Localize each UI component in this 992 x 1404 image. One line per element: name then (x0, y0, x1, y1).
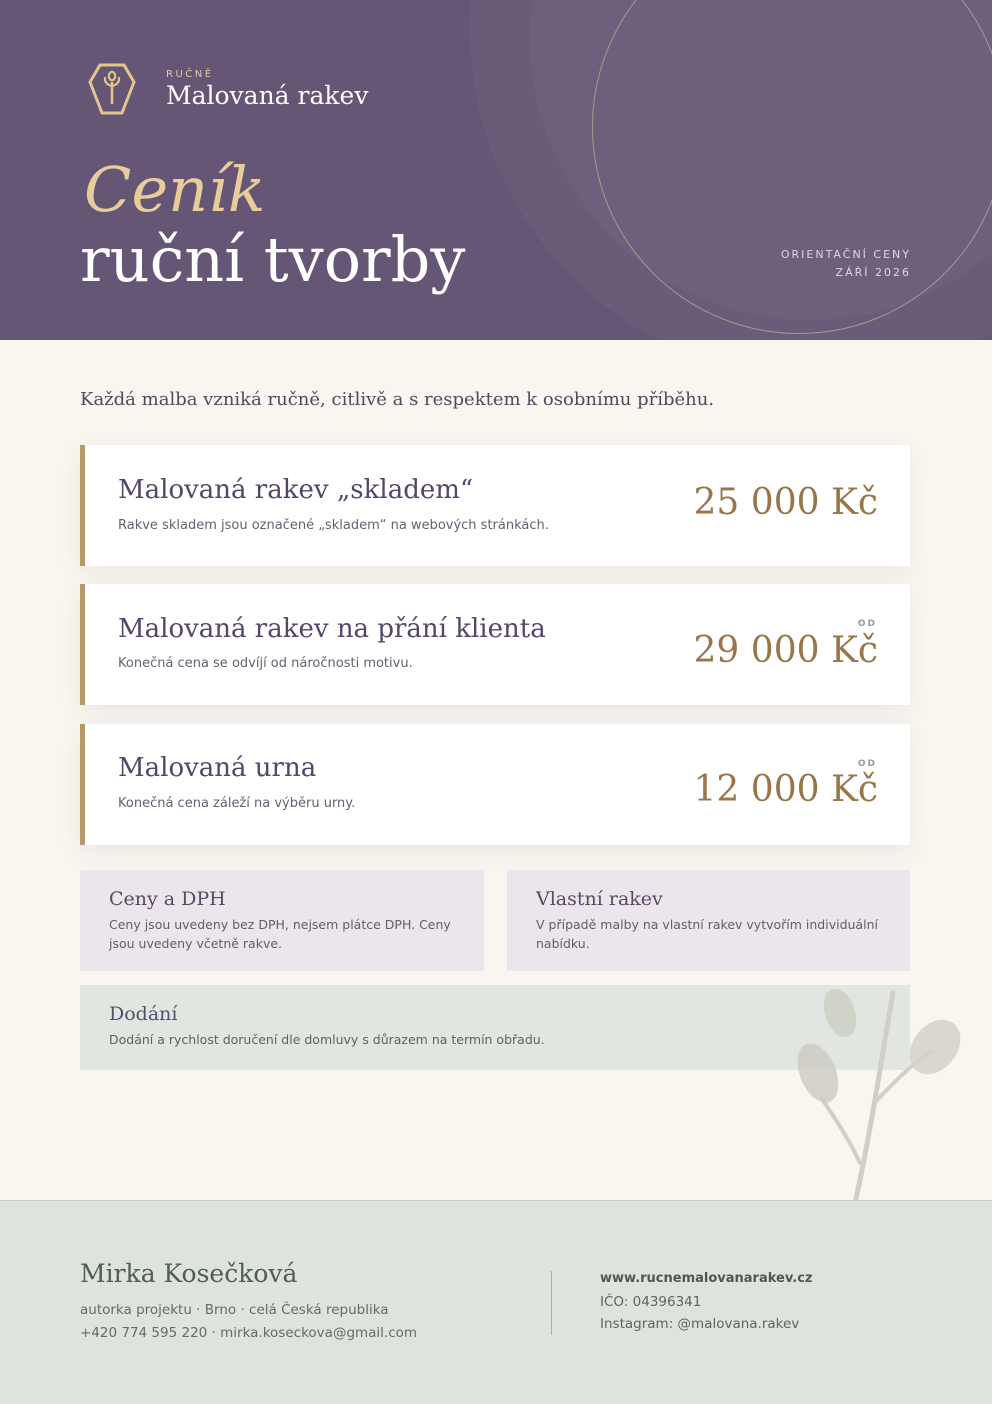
price-card-description: Konečná cena se odvíjí od náročnosti motivu. (118, 656, 413, 671)
header-meta (781, 246, 911, 282)
price-card-title: Malovaná rakev na přání klienta (118, 614, 546, 644)
leaf-branch-illustration (790, 985, 970, 1200)
delivery-text: Dodání a rychlost doručení dle domluvy s důrazem na termín obřadu. (109, 1032, 545, 1047)
note-title: Ceny a DPH (109, 888, 226, 910)
price-card-description: Konečná cena záleží na výběru urny. (118, 796, 356, 811)
price-card (80, 584, 910, 705)
price-card-description: Rakve skladem jsou označené „skladem“ na webových stránkách. (118, 518, 549, 533)
price-value: 29 000 Kč (693, 630, 878, 671)
price-card-title: Malovaná urna (118, 753, 317, 783)
price-value: 12 000 Kč (693, 769, 878, 810)
note-title: Vlastní rakev (536, 888, 663, 910)
delivery-title: Dodání (109, 1003, 178, 1025)
page-footer (0, 1200, 992, 1404)
price-card-title: Malovaná rakev „skladem“ (118, 475, 474, 505)
meta-date: ZÁŘÍ 2026 (835, 266, 911, 279)
delivery-box (80, 985, 910, 1070)
price-card (80, 445, 910, 566)
page-header (0, 0, 992, 340)
coffin-flower-icon (86, 62, 138, 116)
brand-kicker: RUČNĚ (166, 68, 214, 80)
intro-text: Každá malba vzniká ručně, citlivě a s respektem k osobnímu příběhu. (80, 389, 715, 410)
instagram-handle[interactable]: Instagram: @malovana.rakev (600, 1316, 800, 1332)
note-text: Ceny jsou uvedeny bez DPH, nejsem plátce DPH. Ceny jsou uvedeny včetně rakve. (109, 917, 451, 951)
author-role: autorka projektu · Brno · celá Česká republika (80, 1302, 389, 1318)
author-name: Mirka Kosečková (80, 1259, 298, 1288)
meta-label: ORIENTAČNÍ CENY (780, 248, 911, 261)
footer-divider (551, 1271, 552, 1335)
note-box-own-coffin (507, 870, 910, 971)
company-id: IČO: 04396341 (600, 1294, 702, 1310)
price-value: 25 000 Kč (693, 482, 878, 523)
page-title-accent: Ceník (84, 153, 266, 226)
brand-name: Malovaná rakev (166, 80, 369, 110)
page-title: ruční tvorby (80, 223, 466, 296)
price-card (80, 724, 910, 845)
website-link[interactable]: www.rucnemalovanarakev.cz (600, 1271, 813, 1286)
price-prefix: OD (857, 759, 877, 769)
brand (86, 62, 368, 116)
note-text: V případě malby na vlastní rakev vytvořím individuální nabídku. (536, 917, 878, 951)
price-prefix: OD (857, 619, 877, 629)
note-box-vat (80, 870, 484, 971)
author-contact[interactable]: +420 774 595 220 · mirka.koseckova@gmail.com (80, 1325, 418, 1341)
